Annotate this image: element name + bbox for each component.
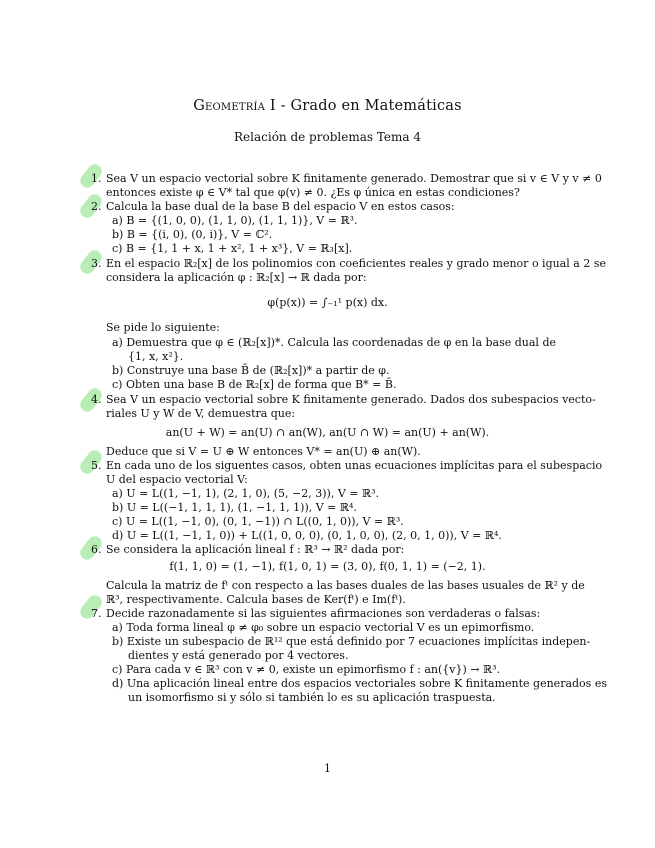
problem-item: c) Obten una base B de ℝ₂[x] de forma que B* = B̄.	[112, 378, 397, 391]
document-title	[0, 98, 655, 114]
problem-text: Deduce que si V = U ⊕ W entonces V* = an(U) ⊕ an(W).	[106, 445, 421, 458]
problem-item: b) U = L((−1, 1, 1, 1), (1, −1, 1, 1)), V = ℝ⁴.	[112, 501, 357, 514]
problem-text: Sea V un espacio vectorial sobre K finitamente generado. Dados dos subespacios vecto-	[106, 393, 596, 406]
problem-text: Se considera la aplicación lineal f : ℝ³ → ℝ² dada por:	[106, 543, 405, 556]
problem-item-continued: dientes y está generado por 4 vectores.	[128, 649, 349, 662]
problem-item: a) Toda forma lineal φ ≠ φ₀ sobre un espacio vectorial V es un epimorfismo.	[112, 621, 535, 634]
problem-item: d) U = L((1, −1, 1, 0)) + L((1, 0, 0, 0), (0, 1, 0, 0), (2, 0, 1, 0)), V = ℝ⁴.	[112, 529, 502, 542]
problem-item: a) U = L((1, −1, 1), (2, 1, 0), (5, −2, 3)), V = ℝ³.	[112, 487, 380, 500]
problem-item-continued: {1, x, x²}.	[128, 350, 184, 363]
problem-number: 2.	[91, 200, 102, 213]
problem-text: U del espacio vectorial V:	[106, 473, 248, 486]
problem-number: 4.	[91, 393, 102, 406]
problem-text: riales U y W de V, demuestra que:	[106, 407, 296, 420]
problem-number: 6.	[91, 543, 102, 556]
document-subtitle: Relación de problemas Tema 4	[234, 130, 421, 144]
annihilator-formula: an(U + W) = an(U) ∩ an(W), an(U ∩ W) = an(U) + an(W).	[165, 426, 490, 439]
problem-text: En el espacio ℝ₂[x] de los polinomios con coeficientes reales y grado menor o igual a 2 se	[106, 257, 606, 270]
problem-text: considera la aplicación φ : ℝ₂[x] → ℝ dada por:	[106, 271, 367, 284]
problem-item: b) B = {(i, 0), (0, i)}, V = ℂ².	[112, 228, 273, 241]
problem-text: Se pide lo siguiente:	[106, 321, 220, 334]
problem-item-continued: un isomorfismo si y sólo si también lo es su aplicación traspuesta.	[128, 691, 496, 704]
problem-text: ℝ³, respectivamente. Calcula bases de Ker(fᵗ) e Im(fᵗ).	[106, 593, 406, 606]
problem-item: c) U = L((1, −1, 0), (0, 1, −1)) ∩ L((0, 1, 0)), V = ℝ³.	[112, 515, 404, 528]
degree-name: - Grado en Matemáticas	[275, 98, 462, 114]
problem-item: b) Existe un subespacio de ℝ¹² que está definido por 7 ecuaciones implícitas indepen-	[112, 635, 591, 648]
problem-text: Sea V un espacio vectorial sobre K finitamente generado. Demostrar que si v ∈ V y v ≠ 0	[106, 172, 602, 185]
problem-text: Calcula la base dual de la base B del espacio V en estos casos:	[106, 200, 455, 213]
problem-number: 3.	[91, 257, 102, 270]
problem-item: a) B = {(1, 0, 0), (1, 1, 0), (1, 1, 1)}, V = ℝ³.	[112, 214, 358, 227]
page-number: 1	[324, 762, 331, 775]
problem-text: Calcula la matriz de fᵗ con respecto a las bases duales de las bases usuales de ℝ² y de	[106, 579, 585, 592]
problem-text: entonces existe φ ∈ V* tal que φ(v) ≠ 0. ¿Es φ única en estas condiciones?	[106, 186, 520, 199]
problem-text: Decide razonadamente si las siguientes afirmaciones son verdaderas o falsas:	[106, 607, 541, 620]
course-name: Geometría I	[193, 98, 276, 114]
problem-item: c) B = {1, 1 + x, 1 + x², 1 + x³}, V = ℝ₃[x].	[112, 242, 353, 255]
problem-number: 7.	[91, 607, 102, 620]
linear-map-formula: f(1, 1, 0) = (1, −1), f(1, 0, 1) = (3, 0), f(0, 1, 1) = (−2, 1).	[169, 560, 486, 573]
problem-item: b) Construye una base B̄ de (ℝ₂[x])* a partir de φ.	[112, 364, 390, 377]
problem-number: 5.	[91, 459, 102, 472]
problem-text: En cada uno de los siguentes casos, obten unas ecuaciones implícitas para el subespacio	[106, 459, 603, 472]
problem-item: a) Demuestra que φ ∈ (ℝ₂[x])*. Calcula las coordenadas de φ en la base dual de	[112, 336, 557, 349]
problem-item: c) Para cada v ∈ ℝ³ con v ≠ 0, existe un epimorfismo f : an({v}) → ℝ³.	[112, 663, 501, 676]
problem-item: d) Una aplicación lineal entre dos espacios vectoriales sobre K finitamente generados es	[112, 677, 607, 690]
problem-number: 1.	[91, 172, 102, 185]
integral-formula: φ(p(x)) = ∫₋₁¹ p(x) dx.	[267, 296, 388, 309]
